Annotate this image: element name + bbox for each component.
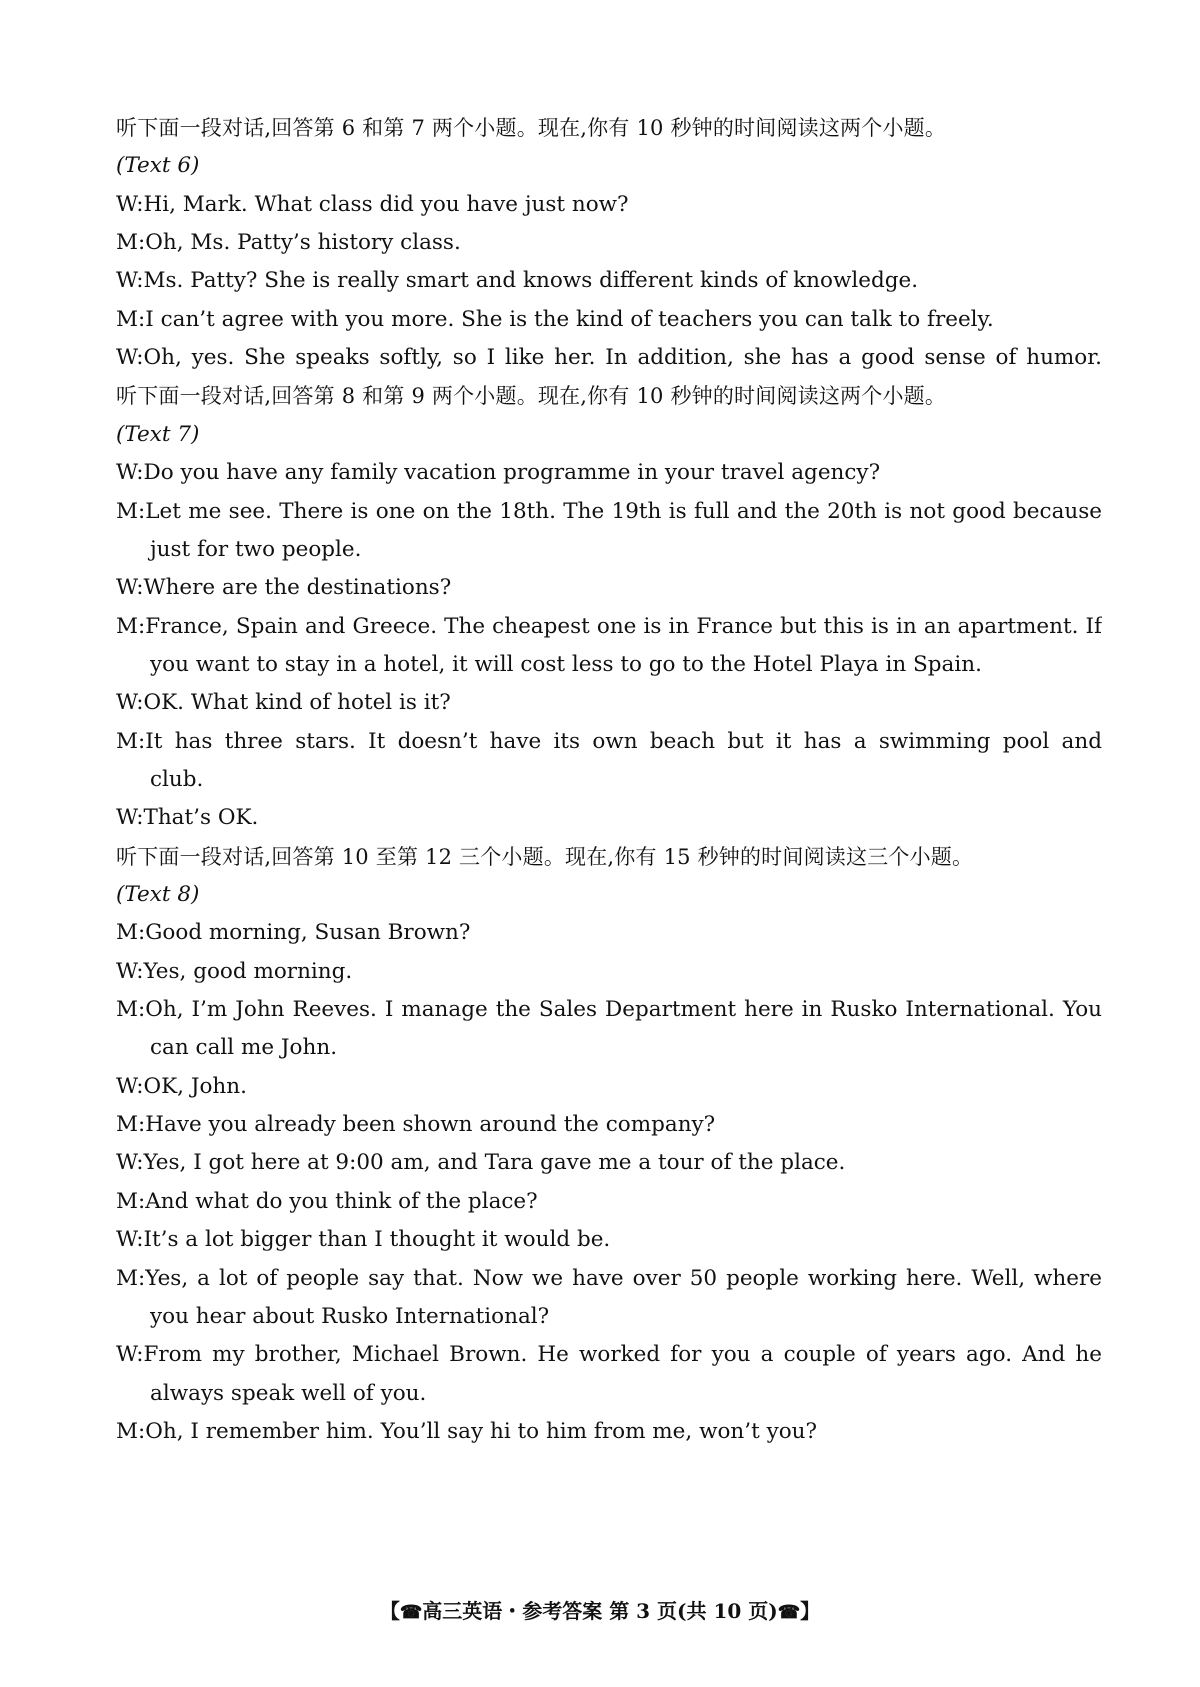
dialogue-line: W:OK, John. xyxy=(116,1073,247,1099)
dialogue-line: W:Do you have any family vacation programme in your travel agency? xyxy=(116,460,881,486)
dialogue-continuation: club. xyxy=(150,766,204,792)
dialogue-line: M:Oh, Ms. Patty’s history class. xyxy=(116,230,461,256)
dialogue-continuation: you hear about Rusko International? xyxy=(150,1303,550,1329)
phone-icon: ☎ xyxy=(777,1602,801,1623)
footer-text: 高三英语・参考答案 第 3 页(共 10 页) xyxy=(422,1599,778,1623)
dialogue-line: W:Hi, Mark. What class did you have just now? xyxy=(116,191,629,217)
dialogue-line: M:It has three stars. It doesn’t have its own beach but it has a swimming pool and xyxy=(116,728,1102,754)
dialogue-line: M:Yes, a lot of people say that. Now we have over 50 people working here. Well, where xyxy=(116,1265,1102,1291)
dialogue-line: W:OK. What kind of hotel is it? xyxy=(116,690,451,716)
dialogue-line: M:Let me see. There is one on the 18th. The 19th is full and the 20th is not good because xyxy=(116,498,1102,524)
dialogue-line: W:Yes, I got here at 9:00 am, and Tara gave me a tour of the place. xyxy=(116,1150,846,1176)
dialogue-line: W:Where are the destinations? xyxy=(116,575,452,601)
dialogue-continuation: just for two people. xyxy=(150,536,362,562)
dialogue-line: W:Yes, good morning. xyxy=(116,958,353,984)
section-instruction: 听下面一段对话,回答第 6 和第 7 两个小题。现在,你有 10 秒钟的时间阅读这两个小题。 xyxy=(116,116,947,140)
footer-bracket-close: 】 xyxy=(800,1599,821,1623)
dialogue-line: M:Have you already been shown around the company? xyxy=(116,1112,716,1138)
dialogue-continuation: you want to stay in a hotel, it will cost less to go to the Hotel Playa in Spain. xyxy=(150,651,982,677)
section-instruction: 听下面一段对话,回答第 8 和第 9 两个小题。现在,你有 10 秒钟的时间阅读这两个小题。 xyxy=(116,384,947,409)
dialogue-line: M:France, Spain and Greece. The cheapest one is in France but this is in an apartment. If xyxy=(116,613,1102,639)
text-label: (Text 8) xyxy=(116,882,200,907)
dialogue-line: W:It’s a lot bigger than I thought it would be. xyxy=(116,1227,611,1253)
dialogue-line: M:I can’t agree with you more. She is the kind of teachers you can talk to freely. xyxy=(116,306,994,332)
section-instruction: 听下面一段对话,回答第 10 至第 12 三个小题。现在,你有 15 秒钟的时间阅读这三个小题。 xyxy=(116,844,974,869)
phone-icon: ☎ xyxy=(399,1602,423,1623)
dialogue-line: W:Oh, yes. She speaks softly, so I like her. In addition, she has a good sense of humor. xyxy=(116,345,1102,371)
footer-bracket-open: 【 xyxy=(379,1599,400,1623)
dialogue-line: M:And what do you think of the place? xyxy=(116,1188,538,1214)
dialogue-line: M:Oh, I remember him. You’ll say hi to him from me, won’t you? xyxy=(116,1418,818,1444)
dialogue-line: M:Oh, I’m John Reeves. I manage the Sales Department here in Rusko International. You xyxy=(116,997,1102,1023)
dialogue-continuation: can call me John. xyxy=(150,1035,338,1061)
dialogue-line: W:From my brother, Michael Brown. He worked for you a couple of years ago. And he xyxy=(116,1342,1102,1368)
dialogue-line: M:Good morning, Susan Brown? xyxy=(116,920,471,946)
dialogue-continuation: always speak well of you. xyxy=(150,1380,427,1406)
dialogue-line: W:Ms. Patty? She is really smart and knows different kinds of knowledge. xyxy=(116,268,919,294)
text-label: (Text 6) xyxy=(116,153,200,179)
text-label: (Text 7) xyxy=(116,421,200,447)
dialogue-line: W:That’s OK. xyxy=(116,805,259,831)
page-footer xyxy=(0,1596,1200,1628)
